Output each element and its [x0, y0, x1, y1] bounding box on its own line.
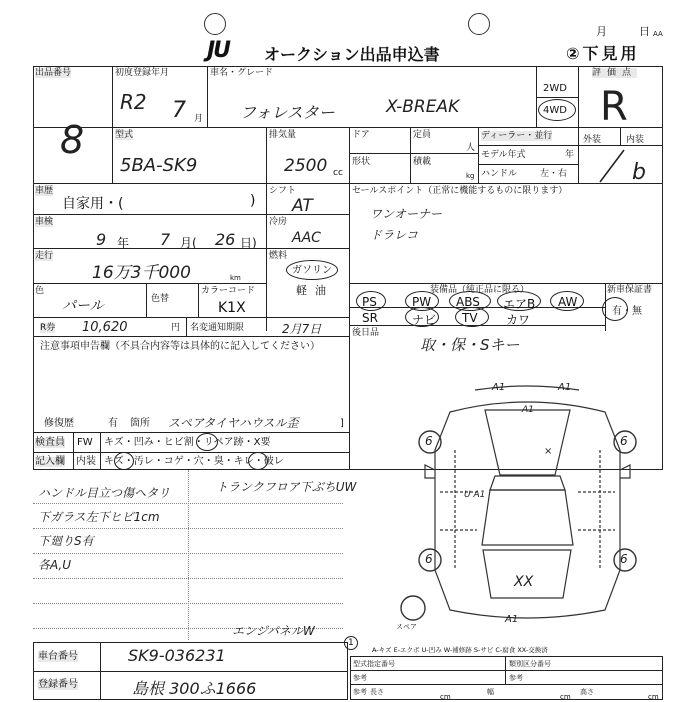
- equip-tv: TV: [462, 311, 478, 325]
- car-damage-diagram: [395, 380, 660, 630]
- mileage-label: 走行: [35, 251, 54, 261]
- equip-circle: [497, 291, 541, 311]
- cert-circle: [602, 297, 628, 321]
- shift-value: AT: [292, 196, 313, 216]
- inspection-day: 26: [215, 230, 236, 249]
- drive-4wd-circle: [538, 99, 576, 121]
- fw-label: FW: [77, 437, 93, 448]
- reg-no-value: 島根 300ふ1666: [132, 679, 257, 698]
- color-label: 色: [35, 286, 45, 296]
- copy-label: ②下見用: [566, 44, 640, 63]
- mark-a1-front-left: A1: [492, 382, 506, 393]
- usage-value: 自家用・(: [62, 196, 124, 212]
- inspection-month: 7: [160, 230, 171, 249]
- repair-location-value: スペアタイヤハウスル歪: [168, 416, 299, 430]
- year-unit: 年: [565, 150, 575, 160]
- yen-unit: 円: [171, 323, 181, 333]
- first-reg-era: R2: [120, 90, 147, 114]
- mark-xx-trunk: XX: [514, 574, 534, 590]
- chassis-label: 車台番号: [38, 651, 78, 662]
- chassis-value: SK9-036231: [128, 646, 226, 665]
- note-4: 下廻りS有: [38, 534, 94, 548]
- note-3: 下ガラス左下ヒビ1cm: [38, 510, 160, 524]
- mark-a1-front-right: A1: [558, 382, 572, 393]
- door-label: ドア: [352, 130, 370, 140]
- inspection-year-unit: 年: [117, 236, 130, 250]
- dealer-label: ディーラー・並行: [481, 131, 553, 141]
- km-unit: km: [230, 274, 241, 282]
- eval-label: 評価点: [592, 68, 638, 78]
- new-car-cert-options: 有・無: [612, 306, 642, 317]
- category-label: 類別区分番号: [509, 660, 551, 668]
- capacity-label: 定員: [413, 130, 432, 140]
- lot-no-label: 出品番号: [35, 68, 72, 78]
- note-1: ハンドル目立つ傷ヘタリ: [38, 486, 171, 500]
- tire-mark: 6: [620, 552, 628, 566]
- interior-items: キズ・汚レ・コゲ・穴・臭・キレ・破レ: [104, 456, 284, 467]
- new-car-cert-label: 新車保証書: [607, 285, 653, 295]
- drive-4wd: 4WD: [543, 105, 567, 116]
- width-label: 幅: [487, 688, 494, 696]
- equip-circle: [455, 307, 489, 327]
- mark-x-roof: ×: [544, 446, 553, 457]
- mileage-value: 16万3千000: [92, 263, 191, 283]
- displacement-label: 排気量: [269, 130, 297, 140]
- load-label: 積載: [413, 157, 432, 167]
- inspection-month-unit: 月(: [180, 236, 197, 250]
- model-year-label: モデル年式: [481, 150, 526, 160]
- inspection-label: 車検: [35, 217, 54, 227]
- notice-period-value: 2月7日: [282, 322, 322, 336]
- fuel-diesel: 軽油: [296, 284, 334, 297]
- equip-navi: ナビ: [412, 313, 437, 327]
- damage-legend: A-キズ E-エクボ U-凹み W-補修跡 S-サビ C-腐食 XX-交換済: [372, 646, 548, 654]
- equip-ps: PS: [362, 295, 377, 309]
- binder-hole-icon: [468, 13, 490, 35]
- binder-hole-icon: [204, 13, 226, 35]
- fw-items: キズ・凹み・ヒビ割・リペア跡・X要: [104, 437, 271, 448]
- after-label: 後日品: [352, 328, 380, 338]
- reference-label: 参考: [353, 674, 367, 682]
- fw-circle: [196, 433, 218, 451]
- day-label: 日: [639, 25, 650, 38]
- cm-unit: cm: [560, 693, 571, 701]
- cooler-value: AAC: [292, 230, 321, 246]
- inspector-label: 検査員: [35, 437, 65, 448]
- color-code-value: K1X: [218, 300, 246, 316]
- sales-point-2: ドラレコ: [370, 228, 419, 242]
- model-value: 5BA-SK9: [120, 155, 198, 176]
- color-value: パール: [62, 298, 104, 314]
- drive-2wd: 2WD: [543, 83, 567, 94]
- exterior-interior-value: b: [632, 160, 646, 185]
- entry-label: 記入欄: [35, 456, 65, 467]
- equip-aw: AW: [558, 295, 578, 309]
- form-title: オークション出品申込書: [264, 45, 440, 64]
- reg-no-label: 登録番号: [38, 679, 78, 690]
- equip-circle: [405, 307, 439, 327]
- model-label: 型式: [115, 130, 134, 140]
- notice-period-label: 名変通知期限: [190, 323, 245, 333]
- equip-airbag: エアB: [503, 297, 536, 311]
- repair-close: ]: [340, 418, 344, 429]
- interior-label: 内装: [626, 135, 645, 145]
- spare-label: スペア: [396, 623, 417, 631]
- first-reg-month: 7: [172, 98, 186, 123]
- recycle-value: 10,620: [82, 320, 128, 335]
- handle-label: ハンドル: [481, 169, 518, 179]
- sales-points-label: セールスポイント（正常に機能するものに限ります）: [352, 186, 568, 196]
- fuel-gasoline: ガソリン: [292, 265, 332, 276]
- mark-ua1-side: U A1: [464, 490, 486, 500]
- note-2: トランクフロア下ぶちUW: [216, 480, 357, 494]
- eval-value: R: [600, 84, 628, 130]
- aa-label: AA: [653, 30, 663, 38]
- car-name-value: フォレスター: [240, 103, 335, 122]
- cc-unit: cc: [333, 168, 343, 178]
- circle-note: 1: [348, 638, 354, 648]
- kg-unit: kg: [466, 172, 475, 180]
- interior-items-label: 内装: [76, 456, 96, 467]
- equipment-label: 装備品（純正品に限る）: [430, 285, 530, 295]
- car-name-label: 車名・グレード: [210, 68, 274, 78]
- exterior-label: 外装: [583, 135, 602, 145]
- equip-circle: [356, 291, 386, 311]
- reference-label: 参考: [353, 688, 367, 696]
- tire-mark: 6: [620, 434, 628, 448]
- ju-logo: JU: [207, 38, 230, 63]
- cm-unit: cm: [648, 693, 659, 701]
- shift-label: シフト: [269, 186, 297, 196]
- equip-leather: カワ: [506, 313, 531, 327]
- reference-label: 参考: [509, 674, 523, 682]
- first-reg-label: 初度登録年月: [115, 68, 170, 78]
- color-change-label: 色替: [151, 294, 170, 304]
- lot-no-value: 8: [60, 118, 85, 162]
- person-unit: 人: [466, 143, 476, 153]
- month-label: 月: [596, 25, 607, 38]
- equip-pw: PW: [412, 295, 432, 309]
- usage-label: 車歴: [35, 186, 54, 196]
- bottom-right-table: [350, 656, 663, 700]
- usage-close: ): [250, 193, 256, 209]
- eval-slash-mark: [580, 146, 662, 184]
- month-unit: 月: [194, 114, 204, 124]
- mark-a1-hood: A1: [522, 405, 534, 415]
- displacement-value: 2500: [284, 156, 328, 176]
- fuel-label: 燃料: [269, 251, 288, 261]
- equip-abs: ABS: [456, 295, 480, 309]
- fuel-gasoline-circle: [286, 260, 338, 280]
- notes-label: 注意事項申告欄（不具合内容等は具体的に記入してください）: [40, 341, 320, 352]
- special-cert-label: 型式指定番号: [353, 660, 395, 668]
- interior-circle: [248, 452, 268, 470]
- tire-mark: 6: [425, 434, 433, 448]
- handle-options: 左・右: [540, 169, 568, 179]
- recycle-label: R券: [40, 323, 56, 333]
- color-code-label: カラーコード: [201, 286, 256, 296]
- sales-point-1: ワンオーナー: [370, 207, 443, 221]
- repair-value: 有: [108, 418, 118, 429]
- grade-value: X-BREAK: [386, 97, 460, 117]
- equip-circle: [550, 291, 584, 311]
- shape-label: 形状: [352, 157, 371, 167]
- repair-location-label: 箇所: [130, 418, 150, 429]
- inspection-year: 9: [96, 230, 107, 249]
- repair-label: 修復歴: [44, 418, 74, 429]
- length-label: 長さ: [370, 688, 384, 696]
- tire-mark: 6: [425, 552, 433, 566]
- note-6: エンジパネルW: [232, 624, 315, 638]
- after-value: 取・保・Sキー: [420, 336, 520, 354]
- height-label: 高さ: [580, 688, 594, 696]
- cm-unit: cm: [440, 693, 451, 701]
- mark-a1-rear: A1: [505, 614, 519, 625]
- equip-sr: SR: [362, 311, 378, 325]
- note-5: 各A,U: [38, 558, 72, 572]
- cooler-label: 冷房: [269, 217, 288, 227]
- interior-circle: [114, 452, 134, 470]
- inspection-day-unit: 日): [240, 236, 257, 250]
